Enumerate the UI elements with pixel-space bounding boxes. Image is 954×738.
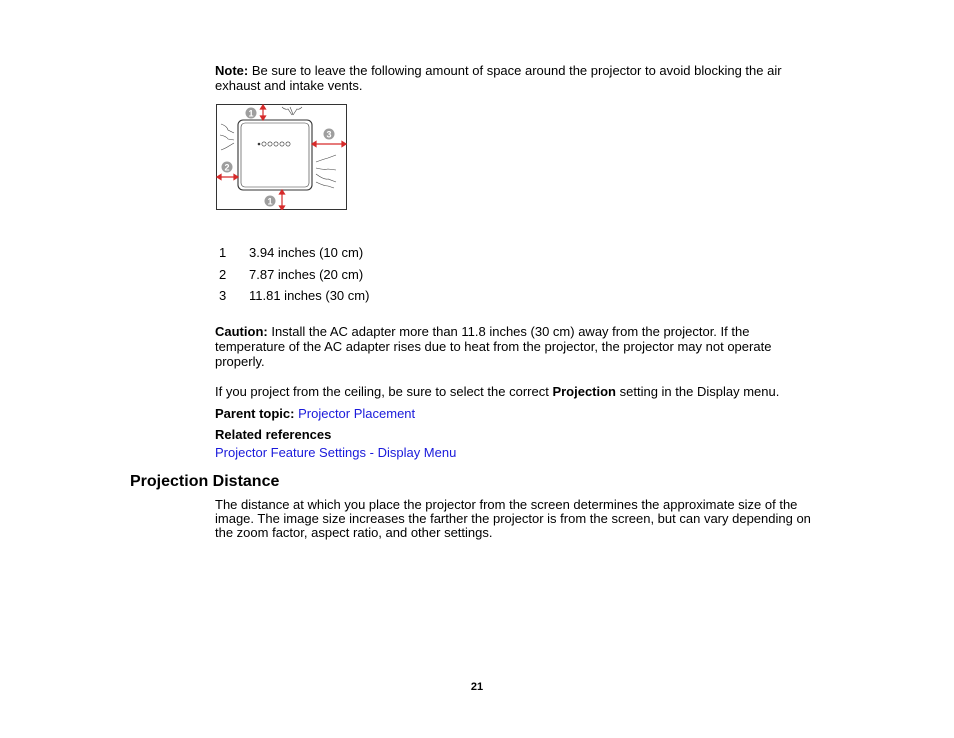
parent-topic-label: Parent topic: [215,406,295,421]
caution-label: Caution: [215,324,268,339]
clearance-num: 3 [219,288,227,303]
projector-placement-link[interactable]: Projector Placement [298,406,416,421]
projector-clearance-diagram [216,104,347,210]
section-heading: Projection Distance [130,473,280,490]
callout-1-bottom [265,196,276,207]
ceiling-text-after: setting in the Display menu. [616,384,780,399]
projector-outline [238,120,312,190]
ceiling-text-before: If you project from the ceiling, be sure to select the correct [215,384,553,399]
svg-text:1: 1 [248,108,254,119]
clearance-num: 2 [219,267,227,282]
ceiling-paragraph [215,384,835,399]
projection-distance-paragraph: The distance at which you place the projector from the screen determines the approximate size of the image. The image size increases the farther the projector is from the screen, but can vary depending on the zoom factor, aspect ratio, and other settings. [215,497,811,540]
projection-setting-name: Projection [552,384,617,399]
clearance-value: 7.87 inches (20 cm) [249,267,364,282]
page-number: 21 [470,681,484,693]
svg-text:3: 3 [326,129,332,140]
note-label: Note: [215,63,249,78]
callout-2 [222,162,233,173]
parent-topic [215,406,415,421]
svg-text:1: 1 [267,196,273,207]
callout-1-top [246,108,257,119]
caution-text: Install the AC adapter more than 11.8 inches (30 cm) away from the projector. If the temperature of the AC adapter rises due to heat from the projector, the projector may not operate properly. [215,324,772,369]
display-menu-settings-link[interactable]: Projector Feature Settings - Display Menu [215,445,457,460]
note-paragraph [215,63,815,93]
related-references-heading: Related references [215,427,332,442]
related-reference-item [215,445,456,460]
note-text: Be sure to leave the following amount of space around the projector to avoid blocking the air exhaust and intake vents. [215,63,782,93]
caution-paragraph [215,324,815,369]
clearance-value: 3.94 inches (10 cm) [249,245,364,260]
callout-3 [324,129,335,140]
clearance-value: 11.81 inches (30 cm) [249,288,370,303]
clearance-num: 1 [219,245,227,260]
svg-text:2: 2 [224,162,230,173]
